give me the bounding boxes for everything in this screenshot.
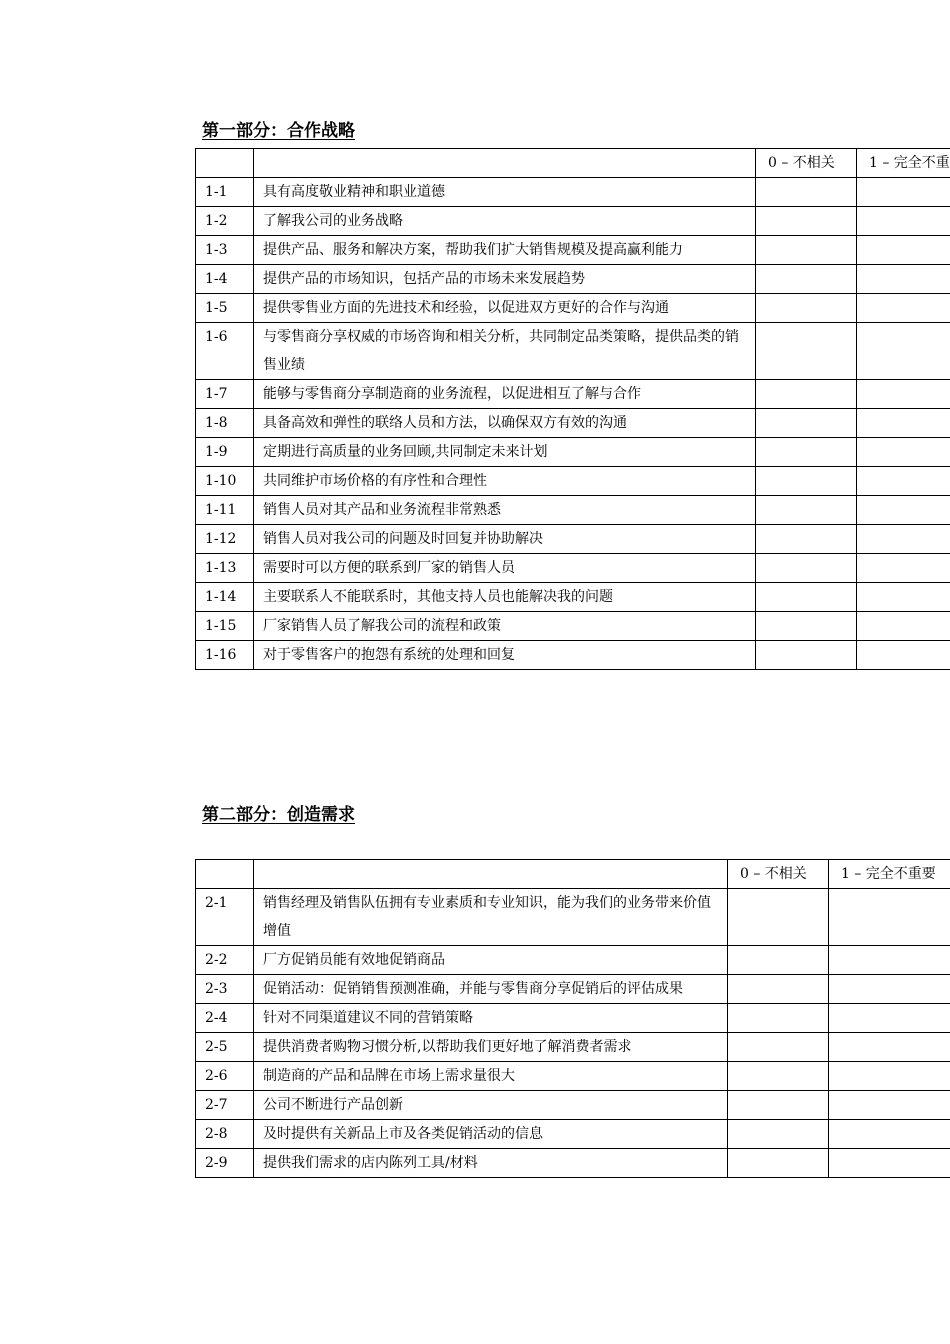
rating-cell-not-important[interactable] bbox=[829, 946, 950, 975]
rating-cell-not-important[interactable] bbox=[857, 554, 950, 583]
table-row bbox=[196, 1062, 950, 1091]
table-row bbox=[196, 1004, 950, 1033]
item-statement: 具备高效和弹性的联络人员和方法，以确保双方有效的沟通 bbox=[254, 409, 756, 438]
item-number: 1-11 bbox=[196, 496, 254, 525]
item-statement: 提供我们需求的店内陈列工具/材料 bbox=[254, 1149, 728, 1178]
rating-cell-not-important[interactable] bbox=[857, 496, 950, 525]
item-statement: 提供消费者购物习惯分析,以帮助我们更好地了解消费者需求 bbox=[254, 1033, 728, 1062]
item-number: 1-15 bbox=[196, 612, 254, 641]
table-row bbox=[196, 1120, 950, 1149]
rating-cell-not-important[interactable] bbox=[857, 467, 950, 496]
item-statement: 促销活动：促销销售预测准确，并能与零售商分享促销后的评估成果 bbox=[254, 975, 728, 1004]
item-statement: 定期进行高质量的业务回顾,共同制定未来计划 bbox=[254, 438, 756, 467]
rating-cell-not-relevant[interactable] bbox=[728, 1062, 829, 1091]
table-row bbox=[196, 554, 950, 583]
rating-cell-not-relevant[interactable] bbox=[756, 236, 857, 265]
rating-cell-not-relevant[interactable] bbox=[756, 583, 857, 612]
rating-cell-not-relevant[interactable] bbox=[756, 265, 857, 294]
rating-cell-not-relevant[interactable] bbox=[756, 525, 857, 554]
table-row bbox=[196, 265, 950, 294]
item-statement: 针对不同渠道建议不同的营销策略 bbox=[254, 1004, 728, 1033]
item-number: 1-3 bbox=[196, 236, 254, 265]
rating-cell-not-important[interactable] bbox=[829, 1033, 950, 1062]
header-cell-id bbox=[196, 149, 254, 178]
rating-cell-not-relevant[interactable] bbox=[756, 612, 857, 641]
table-row bbox=[196, 525, 950, 554]
rating-cell-not-important[interactable] bbox=[829, 1062, 950, 1091]
rating-cell-not-important[interactable] bbox=[857, 265, 950, 294]
item-number: 1-9 bbox=[196, 438, 254, 467]
header-cell-not-important: 1 – 完全不重 bbox=[857, 149, 950, 178]
item-statement: 主要联系人不能联系时，其他支持人员也能解决我的问题 bbox=[254, 583, 756, 612]
item-number: 2-8 bbox=[196, 1120, 254, 1149]
table-row bbox=[196, 612, 950, 641]
survey-table-part1 bbox=[195, 148, 950, 670]
rating-cell-not-relevant[interactable] bbox=[728, 889, 829, 946]
table-row bbox=[196, 496, 950, 525]
item-number: 2-9 bbox=[196, 1149, 254, 1178]
item-statement: 及时提供有关新品上市及各类促销活动的信息 bbox=[254, 1120, 728, 1149]
rating-cell-not-relevant[interactable] bbox=[756, 409, 857, 438]
rating-cell-not-relevant[interactable] bbox=[728, 946, 829, 975]
table-row bbox=[196, 975, 950, 1004]
item-number: 1-14 bbox=[196, 583, 254, 612]
item-statement: 能够与零售商分享制造商的业务流程，以促进相互了解与合作 bbox=[254, 380, 756, 409]
header-cell-not-relevant: 0 – 不相关 bbox=[756, 149, 857, 178]
rating-cell-not-important[interactable] bbox=[857, 323, 950, 380]
table-row bbox=[196, 178, 950, 207]
item-statement: 具有高度敬业精神和职业道德 bbox=[254, 178, 756, 207]
item-statement: 与零售商分享权威的市场咨询和相关分析，共同制定品类策略，提供品类的销售业绩 bbox=[254, 323, 756, 380]
rating-cell-not-relevant[interactable] bbox=[756, 438, 857, 467]
item-number: 1-10 bbox=[196, 467, 254, 496]
item-number: 2-4 bbox=[196, 1004, 254, 1033]
survey-table-part2 bbox=[195, 859, 950, 1178]
item-statement: 厂家销售人员了解我公司的流程和政策 bbox=[254, 612, 756, 641]
rating-cell-not-relevant[interactable] bbox=[756, 294, 857, 323]
rating-cell-not-important[interactable] bbox=[857, 612, 950, 641]
rating-cell-not-relevant[interactable] bbox=[728, 1004, 829, 1033]
rating-cell-not-relevant[interactable] bbox=[728, 975, 829, 1004]
rating-cell-not-relevant[interactable] bbox=[728, 1149, 829, 1178]
item-number: 2-3 bbox=[196, 975, 254, 1004]
header-cell-not-relevant: 0 – 不相关 bbox=[728, 860, 829, 889]
rating-cell-not-relevant[interactable] bbox=[756, 380, 857, 409]
item-statement: 公司不断进行产品创新 bbox=[254, 1091, 728, 1120]
item-statement: 对于零售客户的抱怨有系统的处理和回复 bbox=[254, 641, 756, 670]
rating-cell-not-important[interactable] bbox=[857, 207, 950, 236]
table-row bbox=[196, 323, 950, 380]
item-number: 2-7 bbox=[196, 1091, 254, 1120]
table-header-row bbox=[196, 149, 950, 178]
item-statement: 销售人员对我公司的问题及时回复并协助解决 bbox=[254, 525, 756, 554]
rating-cell-not-relevant[interactable] bbox=[756, 207, 857, 236]
item-number: 2-1 bbox=[196, 889, 254, 946]
header-cell-not-important: 1 – 完全不重要 bbox=[829, 860, 950, 889]
item-statement: 厂方促销员能有效地促销商品 bbox=[254, 946, 728, 975]
rating-cell-not-important[interactable] bbox=[857, 525, 950, 554]
table-row bbox=[196, 946, 950, 975]
item-statement: 制造商的产品和品牌在市场上需求量很大 bbox=[254, 1062, 728, 1091]
table-header-row bbox=[196, 860, 950, 889]
rating-cell-not-important[interactable] bbox=[829, 1004, 950, 1033]
item-number: 1-4 bbox=[196, 265, 254, 294]
header-cell-id bbox=[196, 860, 254, 889]
item-number: 2-5 bbox=[196, 1033, 254, 1062]
item-statement: 了解我公司的业务战略 bbox=[254, 207, 756, 236]
rating-cell-not-relevant[interactable] bbox=[756, 323, 857, 380]
rating-cell-not-important[interactable] bbox=[829, 1091, 950, 1120]
item-statement: 销售人员对其产品和业务流程非常熟悉 bbox=[254, 496, 756, 525]
item-statement: 需要时可以方便的联系到厂家的销售人员 bbox=[254, 554, 756, 583]
rating-cell-not-important[interactable] bbox=[857, 409, 950, 438]
table-row bbox=[196, 236, 950, 265]
item-number: 1-1 bbox=[196, 178, 254, 207]
section-title-part1: 第一部分：合作战略 bbox=[202, 121, 355, 141]
rating-cell-not-important[interactable] bbox=[829, 889, 950, 946]
rating-cell-not-important[interactable] bbox=[857, 583, 950, 612]
header-cell-item bbox=[254, 860, 728, 889]
rating-cell-not-important[interactable] bbox=[857, 178, 950, 207]
rating-cell-not-important[interactable] bbox=[829, 975, 950, 1004]
item-statement: 销售经理及销售队伍拥有专业素质和专业知识，能为我们的业务带来价值增值 bbox=[254, 889, 728, 946]
table-row bbox=[196, 641, 950, 670]
rating-cell-not-relevant[interactable] bbox=[756, 496, 857, 525]
rating-cell-not-relevant[interactable] bbox=[728, 1091, 829, 1120]
item-statement: 共同维护市场价格的有序性和合理性 bbox=[254, 467, 756, 496]
item-number: 1-5 bbox=[196, 294, 254, 323]
rating-cell-not-relevant[interactable] bbox=[728, 1033, 829, 1062]
table-row bbox=[196, 438, 950, 467]
rating-cell-not-relevant[interactable] bbox=[756, 178, 857, 207]
item-number: 1-16 bbox=[196, 641, 254, 670]
table-row bbox=[196, 1091, 950, 1120]
item-statement: 提供产品、服务和解决方案，帮助我们扩大销售规模及提高赢利能力 bbox=[254, 236, 756, 265]
table-row bbox=[196, 467, 950, 496]
table-row bbox=[196, 380, 950, 409]
table-row bbox=[196, 294, 950, 323]
item-number: 1-6 bbox=[196, 323, 254, 380]
item-statement: 提供零售业方面的先进技术和经验，以促进双方更好的合作与沟通 bbox=[254, 294, 756, 323]
table-row bbox=[196, 409, 950, 438]
rating-cell-not-important[interactable] bbox=[857, 438, 950, 467]
rating-cell-not-relevant[interactable] bbox=[756, 554, 857, 583]
table-row bbox=[196, 889, 950, 946]
rating-cell-not-important[interactable] bbox=[829, 1120, 950, 1149]
header-cell-item bbox=[254, 149, 756, 178]
section-title-part2: 第二部分：创造需求 bbox=[202, 805, 355, 825]
rating-cell-not-important[interactable] bbox=[857, 236, 950, 265]
table-row bbox=[196, 583, 950, 612]
rating-cell-not-relevant[interactable] bbox=[728, 1120, 829, 1149]
item-number: 1-8 bbox=[196, 409, 254, 438]
item-number: 1-2 bbox=[196, 207, 254, 236]
rating-cell-not-relevant[interactable] bbox=[756, 467, 857, 496]
rating-cell-not-important[interactable] bbox=[857, 641, 950, 670]
item-statement: 提供产品的市场知识，包括产品的市场未来发展趋势 bbox=[254, 265, 756, 294]
rating-cell-not-important[interactable] bbox=[829, 1149, 950, 1178]
table-row bbox=[196, 207, 950, 236]
table-row bbox=[196, 1033, 950, 1062]
rating-cell-not-relevant[interactable] bbox=[756, 641, 857, 670]
rating-cell-not-important[interactable] bbox=[857, 380, 950, 409]
table-row bbox=[196, 1149, 950, 1178]
item-number: 1-13 bbox=[196, 554, 254, 583]
item-number: 1-12 bbox=[196, 525, 254, 554]
item-number: 1-7 bbox=[196, 380, 254, 409]
item-number: 2-6 bbox=[196, 1062, 254, 1091]
item-number: 2-2 bbox=[196, 946, 254, 975]
rating-cell-not-important[interactable] bbox=[857, 294, 950, 323]
